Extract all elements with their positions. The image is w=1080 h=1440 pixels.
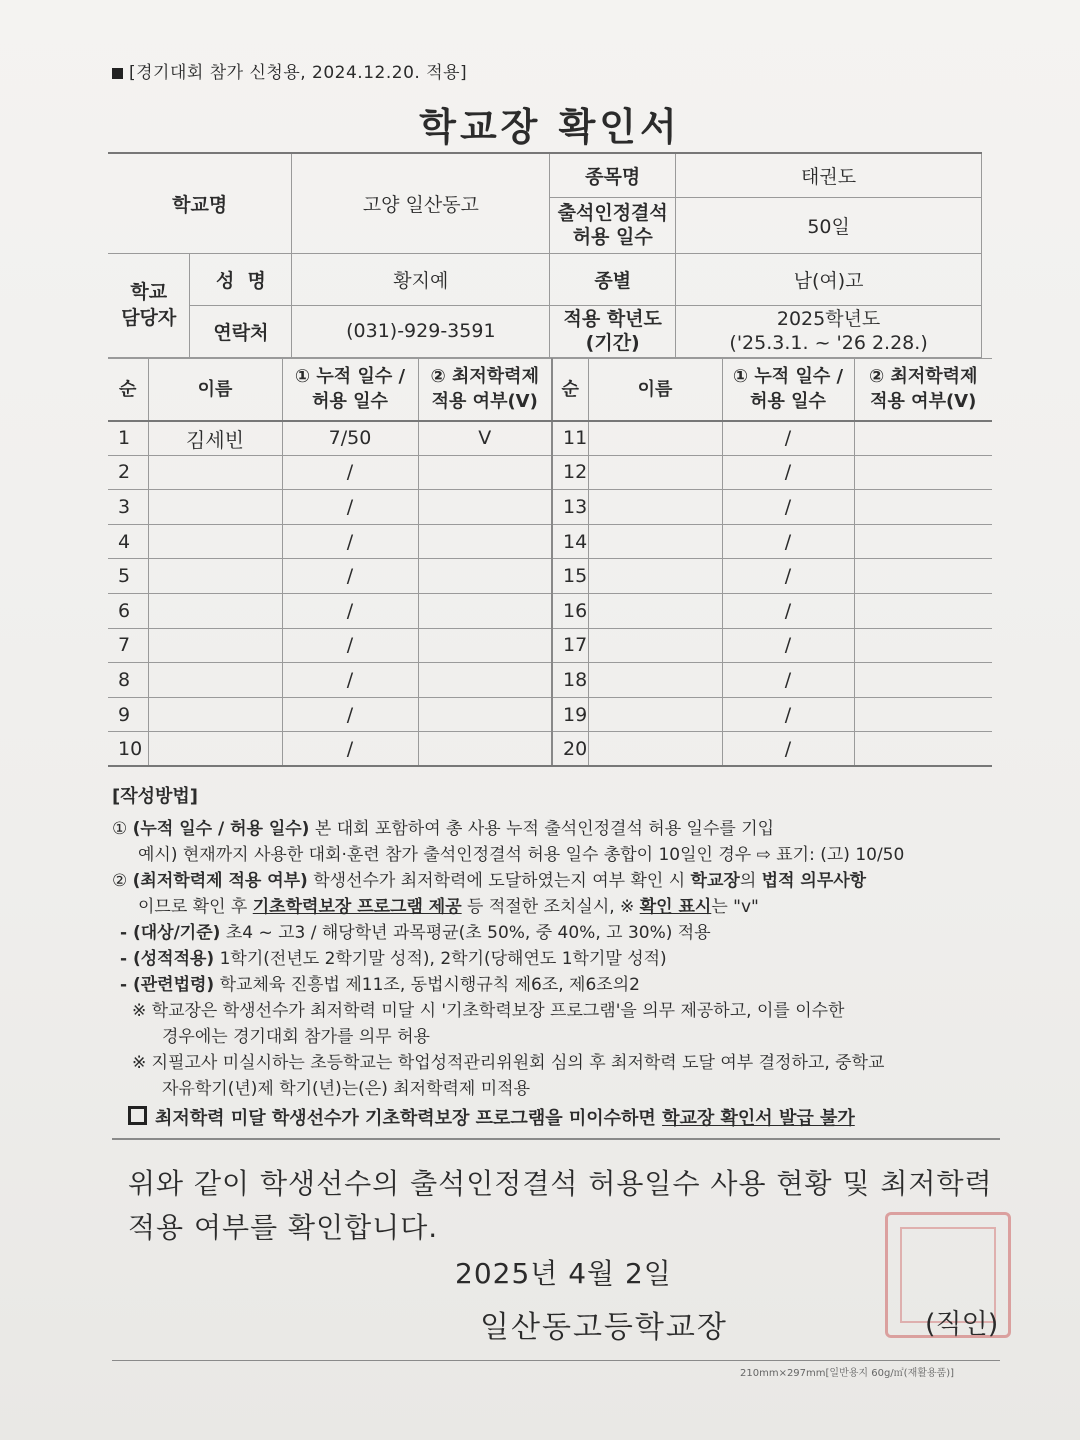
square-bullet-icon <box>112 68 123 79</box>
min-check-cell <box>854 697 992 732</box>
row-number: 14 <box>552 524 588 559</box>
info-table <box>108 152 982 358</box>
school-value: 고양 일산동고 <box>292 153 550 253</box>
header-name: 이름 <box>148 359 282 421</box>
days-cell: / <box>722 524 854 559</box>
row-number: 1 <box>108 421 148 456</box>
header-note <box>112 58 467 83</box>
instructions <box>112 784 1002 1102</box>
min-check-cell <box>854 559 992 594</box>
row-number: 17 <box>552 628 588 663</box>
name-label: 성 명 <box>190 253 292 305</box>
days-cell: / <box>282 490 418 525</box>
student-name <box>148 732 282 767</box>
student-name <box>148 455 282 490</box>
instruction-line: 자유학기(년)제 학기(년)는(은) 최저학력제 미적용 <box>162 1079 531 1099</box>
min-check-cell <box>854 524 992 559</box>
instruction-line: - (성적적용) 1학기(전년도 2학기말 성적), 2학기(당해연도 1학기말 성적) <box>120 949 667 969</box>
table-row <box>108 524 992 559</box>
min-check-cell <box>418 697 552 732</box>
table-row <box>108 663 992 698</box>
divider <box>112 1138 1000 1140</box>
row-number: 9 <box>108 697 148 732</box>
student-name <box>588 593 722 628</box>
student-name <box>588 524 722 559</box>
days-cell: / <box>282 593 418 628</box>
days-cell: / <box>282 697 418 732</box>
min-check-cell: V <box>418 421 552 456</box>
days-cell: / <box>282 524 418 559</box>
contact-label: 연락처 <box>190 305 292 357</box>
header-num-2: 순 <box>552 359 588 421</box>
row-number: 6 <box>108 593 148 628</box>
student-name <box>588 455 722 490</box>
days-cell: / <box>722 697 854 732</box>
days-cell: / <box>722 628 854 663</box>
instruction-line: ※ 지필고사 미실시하는 초등학교는 학업성적관리위원회 심의 후 최저학력 도달 여부 결정하고, 중학교 <box>132 1053 885 1073</box>
row-number: 3 <box>108 490 148 525</box>
days-cell: / <box>722 490 854 525</box>
paper-spec: 210mm×297mm[일반용지 60g/㎡(재활용품)] <box>740 1368 955 1379</box>
confirmation-text: 위와 같이 학생선수의 출석인정결석 허용일수 사용 현황 및 최저학력 적용 여부를 확인합니다. <box>128 1167 993 1244</box>
min-check-cell <box>854 421 992 456</box>
checkbox-square-icon <box>128 1106 147 1125</box>
manager-label: 학교 담당자 <box>108 253 190 357</box>
row-number: 15 <box>552 559 588 594</box>
row-number: 13 <box>552 490 588 525</box>
gender-value: 남(여)고 <box>676 253 982 305</box>
roster-table <box>108 358 992 767</box>
instruction-line: 이므로 확인 후 기초학력보장 프로그램 제공 등 적절한 조치실시, ※ 확인 표시는 "v" <box>138 897 759 917</box>
min-check-cell <box>418 628 552 663</box>
student-name <box>588 490 722 525</box>
min-check-cell <box>854 628 992 663</box>
min-check-cell <box>418 593 552 628</box>
student-name <box>148 559 282 594</box>
event-label: 종목명 <box>550 153 676 197</box>
row-number: 2 <box>108 455 148 490</box>
allowance-value: 50일 <box>676 197 982 253</box>
row-number: 11 <box>552 421 588 456</box>
min-check-cell <box>854 732 992 767</box>
days-cell: / <box>282 559 418 594</box>
header-min: ② 최저학력제 적용 여부(V) <box>418 359 552 421</box>
student-name: 김세빈 <box>148 421 282 456</box>
header-note-text: [경기대회 참가 신청용, 2024.12.20. 적용] <box>129 63 468 83</box>
name-value: 황지예 <box>292 253 550 305</box>
header-name-2: 이름 <box>588 359 722 421</box>
min-check-cell <box>854 455 992 490</box>
table-row <box>108 490 992 525</box>
days-cell: 7/50 <box>282 421 418 456</box>
instruction-line: 경우에는 경기대회 참가를 의무 허용 <box>162 1027 430 1047</box>
days-cell: / <box>722 421 854 456</box>
instruction-line: - (대상/기준) 초4 ~ 고3 / 해당학년 과목평균(초 50%, 중 40%, 고 30%) 적용 <box>120 923 711 943</box>
row-number: 16 <box>552 593 588 628</box>
table-row <box>108 593 992 628</box>
year-label: 적용 학년도 (기간) <box>550 305 676 357</box>
school-label: 학교명 <box>108 153 292 253</box>
row-number: 10 <box>108 732 148 767</box>
table-row <box>108 455 992 490</box>
page-title: 학교장 확인서 <box>419 105 681 149</box>
min-check-cell <box>418 524 552 559</box>
allowance-label: 출석인정결석 허용 일수 <box>550 197 676 253</box>
table-row <box>108 628 992 663</box>
issue-date: 2025년 4월 2일 <box>455 1257 672 1290</box>
contact-value: (031)-929-3591 <box>292 305 550 357</box>
row-number: 20 <box>552 732 588 767</box>
warning-note: 최저학력 미달 학생선수가 기초학력보장 프로그램을 미이수하면 학교장 확인서 발급 불가 <box>128 1104 855 1130</box>
min-check-cell <box>854 490 992 525</box>
table-row <box>108 559 992 594</box>
table-row <box>108 732 992 767</box>
student-name <box>588 697 722 732</box>
instruction-line: ※ 학교장은 학생선수가 최저학력 미달 시 '기초학력보장 프로그램'을 의무 제공하고, 이를 이수한 <box>132 1001 845 1021</box>
days-cell: / <box>282 455 418 490</box>
event-value: 태권도 <box>676 153 982 197</box>
min-check-cell <box>418 663 552 698</box>
header-min-2: ② 최저학력제 적용 여부(V) <box>854 359 992 421</box>
row-number: 4 <box>108 524 148 559</box>
row-number: 8 <box>108 663 148 698</box>
row-number: 5 <box>108 559 148 594</box>
row-number: 7 <box>108 628 148 663</box>
student-name <box>148 663 282 698</box>
days-cell: / <box>282 732 418 767</box>
min-check-cell <box>418 455 552 490</box>
student-name <box>588 421 722 456</box>
student-name <box>588 663 722 698</box>
header-days: ① 누적 일수 / 허용 일수 <box>282 359 418 421</box>
roster-body <box>108 421 992 767</box>
gender-label: 종별 <box>550 253 676 305</box>
header-num: 순 <box>108 359 148 421</box>
student-name <box>148 490 282 525</box>
student-name <box>588 559 722 594</box>
instruction-line: ② (최저학력제 적용 여부) 학생선수가 최저학력에 도달하였는지 여부 확인 시 학교장의 법적 의무사항 <box>112 871 867 891</box>
row-number: 19 <box>552 697 588 732</box>
min-check-cell <box>418 490 552 525</box>
student-name <box>588 732 722 767</box>
instruction-line: ① (누적 일수 / 허용 일수) 본 대회 포함하여 총 사용 누적 출석인정결석 허용 일수를 기입 <box>112 819 775 839</box>
instruction-line: - (관련법령) 학교체육 진흥법 제11조, 동법시행규칙 제6조, 제6조의2 <box>120 975 640 995</box>
student-name <box>588 628 722 663</box>
days-cell: / <box>722 732 854 767</box>
row-number: 18 <box>552 663 588 698</box>
student-name <box>148 593 282 628</box>
instructions-title: [작성방법] <box>112 786 199 807</box>
row-number: 12 <box>552 455 588 490</box>
days-cell: / <box>722 455 854 490</box>
student-name <box>148 697 282 732</box>
days-cell: / <box>722 559 854 594</box>
min-check-cell <box>418 732 552 767</box>
min-check-cell <box>418 559 552 594</box>
principal-name: 일산동고등학교장 <box>480 1310 728 1345</box>
header-days-2: ① 누적 일수 / 허용 일수 <box>722 359 854 421</box>
table-row <box>108 421 992 456</box>
days-cell: / <box>722 593 854 628</box>
min-check-cell <box>854 593 992 628</box>
year-value: 2025학년도 ('25.3.1. ~ '26 2.28.) <box>676 305 982 357</box>
days-cell: / <box>282 628 418 663</box>
instruction-line: 예시) 현재까지 사용한 대회·훈련 참가 출석인정결석 허용 일수 총합이 10일인 경우 ⇨ 표기: (고) 10/50 <box>138 845 905 865</box>
table-row <box>108 697 992 732</box>
min-check-cell <box>854 663 992 698</box>
seal-label: (직인) <box>925 1309 999 1340</box>
days-cell: / <box>722 663 854 698</box>
days-cell: / <box>282 663 418 698</box>
student-name <box>148 628 282 663</box>
student-name <box>148 524 282 559</box>
divider-bottom <box>112 1360 1000 1361</box>
